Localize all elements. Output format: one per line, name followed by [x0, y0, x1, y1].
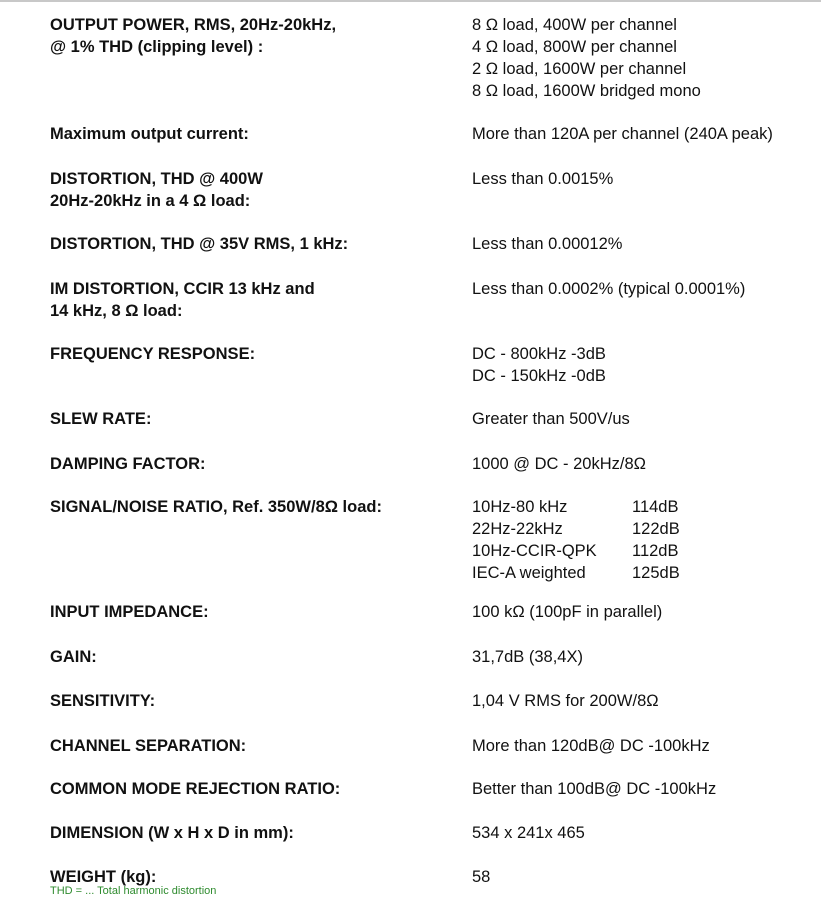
snr-band: 10Hz-80 kHz: [472, 498, 568, 516]
spec-label: OUTPUT POWER, RMS, 20Hz-20kHz, @ 1% THD (clipping level) :: [50, 16, 337, 56]
spec-value-line: Less than 0.0002% (typical 0.0001%): [472, 280, 746, 298]
spec-value-line: Less than 0.00012%: [472, 235, 623, 253]
spec-value: [472, 278, 820, 300]
spec-label: SIGNAL/NOISE RATIO, Ref. 350W/8Ω load:: [50, 498, 382, 516]
spec-label: COMMON MODE REJECTION RATIO:: [50, 780, 341, 798]
snr-band: 10Hz-CCIR-QPK: [472, 542, 597, 560]
top-divider: [0, 0, 821, 2]
spec-value: [472, 233, 820, 255]
snr-band: IEC-A weighted: [472, 564, 586, 582]
spec-value-line: 31,7dB (38,4X): [472, 648, 583, 666]
snr-band: 22Hz-22kHz: [472, 520, 563, 538]
spec-value: [472, 601, 820, 623]
spec-value: [472, 14, 820, 102]
snr-level: 125dB: [632, 564, 680, 582]
snr-row: [472, 496, 680, 518]
spec-value-line: More than 120dB@ DC -100kHz: [472, 737, 710, 755]
footnote: THD = ... Total harmonic distortion: [50, 885, 217, 897]
spec-label: IM DISTORTION, CCIR 13 kHz and 14 kHz, 8 Ω load:: [50, 280, 315, 320]
spec-label: INPUT IMPEDANCE:: [50, 603, 209, 621]
spec-value-line: 4 Ω load, 800W per channel: [472, 38, 677, 56]
spec-value-line: 58: [472, 868, 491, 886]
spec-value-line: DC - 800kHz -3dB: [472, 345, 606, 363]
spec-value-line: 100 kΩ (100pF in parallel): [472, 603, 663, 621]
spec-value: [472, 343, 820, 387]
spec-label: Maximum output current:: [50, 125, 249, 143]
snr-row: [472, 540, 680, 562]
snr-table: [472, 496, 680, 584]
spec-value-line: Better than 100dB@ DC -100kHz: [472, 780, 717, 798]
spec-value-line: 1,04 V RMS for 200W/8Ω: [472, 692, 659, 710]
snr-row: [472, 562, 680, 584]
snr-level: 114dB: [632, 498, 679, 516]
spec-value: [472, 778, 820, 800]
spec-value: [472, 735, 820, 757]
spec-value: [472, 646, 820, 668]
spec-value-line: 534 x 241x 465: [472, 824, 585, 842]
spec-label: CHANNEL SEPARATION:: [50, 737, 247, 755]
snr-level: 122dB: [632, 520, 680, 538]
spec-label: FREQUENCY RESPONSE:: [50, 345, 256, 363]
spec-value: [472, 408, 820, 430]
spec-value-line: 8 Ω load, 400W per channel: [472, 16, 677, 34]
spec-value-line: 1000 @ DC - 20kHz/8Ω: [472, 455, 646, 473]
spec-label: DISTORTION, THD @ 400W 20Hz-20kHz in a 4 Ω load:: [50, 170, 263, 210]
snr-row: [472, 518, 680, 540]
spec-label: DISTORTION, THD @ 35V RMS, 1 kHz:: [50, 235, 349, 253]
spec-value-line: Less than 0.0015%: [472, 170, 614, 188]
spec-label: DAMPING FACTOR:: [50, 455, 206, 473]
spec-value-line: 8 Ω load, 1600W bridged mono: [472, 82, 701, 100]
spec-label: DIMENSION (W x H x D in mm):: [50, 824, 294, 842]
spec-value: [472, 496, 820, 584]
spec-value: [472, 168, 820, 190]
spec-value-line: More than 120A per channel (240A peak): [472, 125, 773, 143]
spec-value: [472, 866, 820, 888]
spec-value-line: Greater than 500V/us: [472, 410, 630, 428]
spec-value: [472, 822, 820, 844]
snr-level: 112dB: [632, 542, 679, 560]
spec-value: [472, 453, 820, 475]
spec-label: WEIGHT (kg):: [50, 868, 157, 886]
spec-value: [472, 123, 820, 145]
spec-value-line: DC - 150kHz -0dB: [472, 367, 606, 385]
spec-label: SLEW RATE:: [50, 410, 152, 428]
spec-value: [472, 690, 820, 712]
spec-value-line: 2 Ω load, 1600W per channel: [472, 60, 687, 78]
spec-label: SENSITIVITY:: [50, 692, 156, 710]
spec-label: GAIN:: [50, 648, 97, 666]
